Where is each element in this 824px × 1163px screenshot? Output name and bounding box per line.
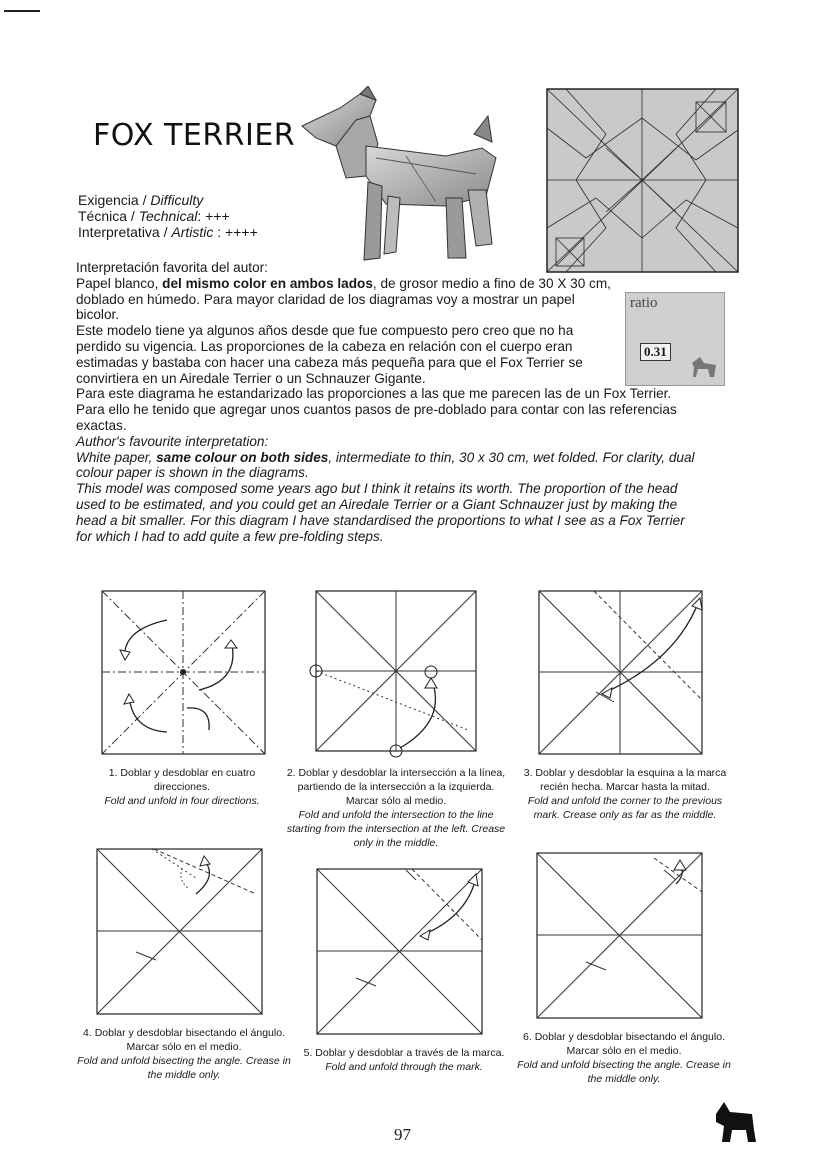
corner-mark [4, 10, 40, 12]
fox-terrier-model-image [296, 86, 532, 266]
step-1-caption: 1. Doblar y desdoblar en cuatro direcciones. Fold and unfold in four directions. [104, 767, 260, 807]
crease-pattern-diagram [546, 88, 740, 274]
page-number: 97 [394, 1125, 411, 1144]
technical-line: Técnica / Technical: +++ [78, 208, 230, 224]
intro-en-heading: Author's favourite interpretation: [76, 433, 269, 449]
step-2-caption: 2. Doblar y desdoblar la intersección a la línea, partiendo de la intersección a la izquierda. Marcar sólo al medio. Fold and unfold the intersection to the line starting from the intersection at the left. Crease only in the middle. [286, 767, 506, 849]
intro-es-para3: Para este diagrama he estandarizado las proporciones a las que me parecen las de un Fox Terrier. Para ello he tenido que agregar unos cuantos pasos de pre-doblado para contar con las referencias exactas. [76, 386, 677, 433]
step-6-diagram [536, 852, 706, 1020]
intro-es-para2: Este modelo tiene ya algunos años desde que fue compuesto pero creo que no ha perdido su vigencia. Las proporciones de la cabeza en relación con el cuerpo eran estimadas y bastaba con hacer una cabeza más pequeña para que el Fox Terrier se convirtiera en un Airedale Terrier o un Schnauzer Gigante. [76, 323, 583, 386]
dog-logo-icon [712, 1100, 760, 1146]
ratio-label: ratio [630, 295, 658, 311]
step-5-diagram [316, 868, 486, 1036]
artistic-line: Interpretativa / Artistic : ++++ [78, 224, 258, 240]
step-6-caption: 6. Doblar y desdoblar bisectando el ángulo. Marcar sólo en el medio. Fold and unfold bisecting the angle. Crease in the middle only. [517, 1031, 731, 1085]
ratio-value: 0.31 [640, 343, 671, 361]
intro-en-para1: White paper, same colour on both sides, intermediate to thin, 30 x 30 cm, wet folded. For clarity, dual colour paper is shown in the diagrams. [76, 449, 695, 481]
intro-es-heading: Interpretación favorita del autor: [76, 260, 268, 275]
step-1-diagram [101, 590, 267, 756]
difficulty-block [78, 192, 258, 240]
intro-en-para2: This model was composed some years ago but I think it retains its worth. The proportion of the head used to be estimated, and you could get an Airedale Terrier or a Giant Schnauzer just by making the head a bit smaller. For this diagram I have standardised the proportions to what I see as a Fox Terrier for which I had to add quite a few pre-folding steps. [76, 481, 685, 544]
step-3-caption: 3. Doblar y desdoblar la esquina a la marca recién hecha. Marcar hasta la mitad. Fold and unfold the corner to the previous mark. Crease only as far as the middle. [523, 767, 727, 821]
intro-es-para1: Papel blanco, del mismo color en ambos lados, de grosor medio a fino de 30 X 30 cm, doblado en húmedo. Para mayor claridad de los diagramas voy a mostrar un papel bicolor. [76, 275, 611, 323]
step-5-caption: 5. Doblar y desdoblar a través de la marca. Fold and unfold through the mark. [303, 1047, 505, 1073]
page-title: FOX TERRIER [93, 118, 296, 153]
intro-text [76, 260, 696, 544]
step-4-diagram [96, 848, 266, 1016]
step-3-diagram [538, 590, 706, 756]
step-4-caption: 4. Doblar y desdoblar bisectando el ángulo. Marcar sólo en el medio. Fold and unfold bisecting the angle. Crease in the middle only. [77, 1027, 291, 1081]
difficulty-line: Exigencia / Difficulty [78, 192, 204, 208]
step-2-diagram [308, 590, 484, 760]
